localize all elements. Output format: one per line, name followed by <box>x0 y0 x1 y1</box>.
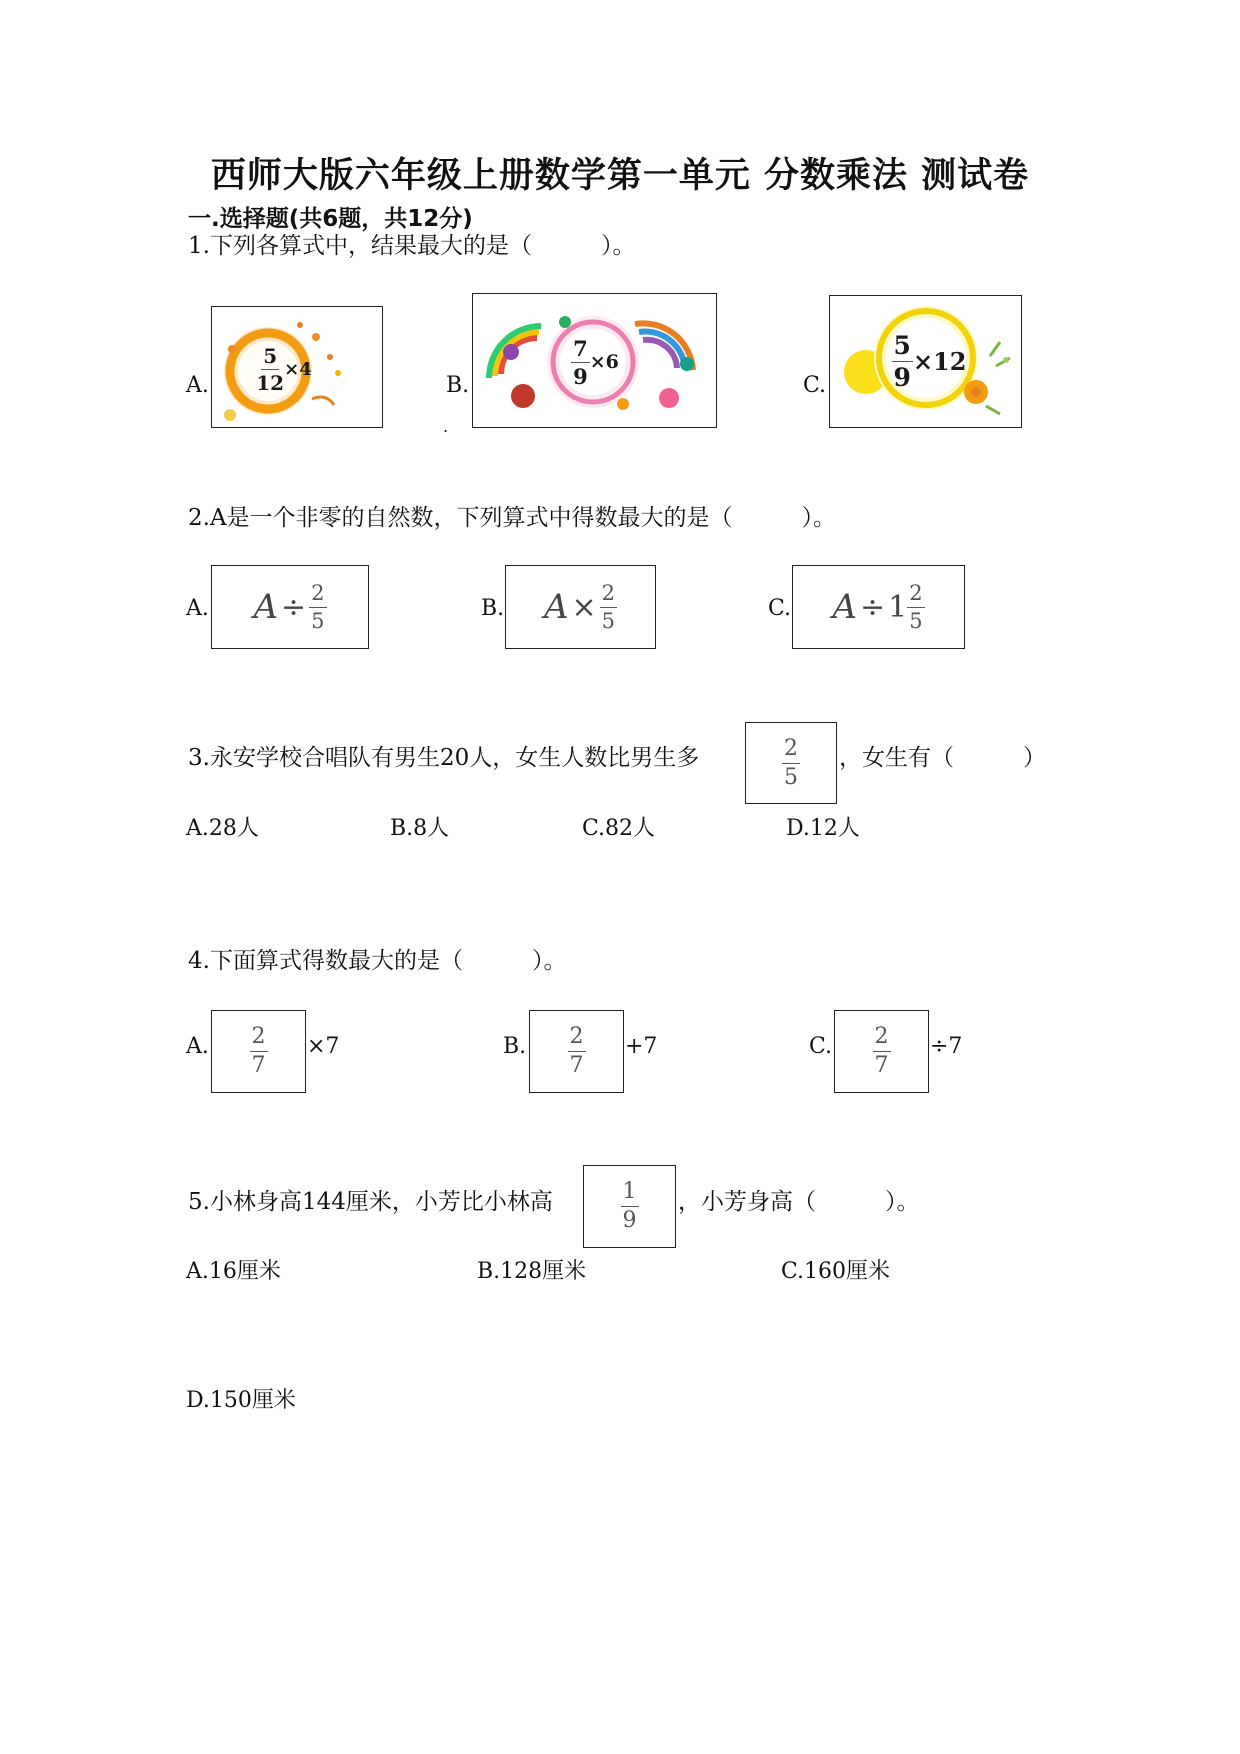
operator: ÷ <box>281 589 307 625</box>
q1-option-a-image[interactable] <box>211 306 383 428</box>
fraction <box>568 1026 586 1077</box>
q1-option-c-label: C. <box>803 373 827 398</box>
variable: A <box>543 587 569 627</box>
denominator: 7 <box>569 1053 584 1078</box>
multiplier: ×12 <box>912 346 967 376</box>
numerator: 2 <box>600 583 617 608</box>
q5-option-c[interactable]: C.160厘米 <box>781 1259 891 1284</box>
q2-option-b-label: B. <box>481 596 505 621</box>
q3-fraction-box <box>745 722 837 804</box>
denominator: 7 <box>251 1053 266 1078</box>
numerator: 2 <box>568 1026 586 1052</box>
q3-option-c[interactable]: C.82人 <box>582 816 656 841</box>
numerator: 2 <box>873 1026 891 1052</box>
numerator: 5 <box>893 330 911 360</box>
denominator: 5 <box>311 608 325 633</box>
denominator: 5 <box>601 608 616 633</box>
q4-option-c-tail: ÷7 <box>930 1034 963 1059</box>
q1-option-b-expression <box>555 330 635 394</box>
q1-option-c-image[interactable] <box>829 295 1022 428</box>
denominator: 12 <box>256 370 285 395</box>
operator: × <box>571 589 597 625</box>
numerator: 1 <box>621 1181 639 1207</box>
q1-option-b-label: B. <box>446 373 470 398</box>
q4-option-b-label: B. <box>503 1034 527 1059</box>
q3-option-a[interactable]: A.28人 <box>186 816 259 841</box>
stray-dot: . <box>443 417 449 436</box>
q4-option-a-tail: ×7 <box>307 1034 340 1059</box>
fraction <box>600 580 617 633</box>
denominator: 5 <box>784 764 798 790</box>
numerator: 2 <box>782 738 800 764</box>
fraction <box>250 1026 268 1077</box>
q5-option-b[interactable]: B.128厘米 <box>477 1259 587 1284</box>
multiplier: ×4 <box>284 358 312 380</box>
numerator: 7 <box>573 335 588 361</box>
numerator: 2 <box>309 583 326 608</box>
fraction <box>309 580 326 633</box>
q3-stem-after: ，女生有（ ） <box>839 745 1046 771</box>
q1-option-c-expression <box>884 318 974 404</box>
q4-stem: 4.下面算式得数最大的是（ ）。 <box>188 948 567 974</box>
q2-option-c-label: C. <box>768 596 792 621</box>
numerator: 5 <box>263 343 278 368</box>
q1-stem: 1.下列各算式中，结果最大的是（ ）。 <box>188 233 636 259</box>
numerator: 2 <box>250 1026 268 1052</box>
variable: A <box>832 587 857 627</box>
operator: ÷ <box>859 589 886 625</box>
q3-option-d[interactable]: D.12人 <box>786 816 860 841</box>
q2-stem: 2.A是一个非零的自然数，下列算式中得数最大的是（ ）。 <box>188 505 837 531</box>
numerator: 2 <box>907 583 924 608</box>
q4-option-a-box[interactable] <box>211 1010 306 1093</box>
fraction <box>873 1026 891 1077</box>
multiplier: ×6 <box>589 351 619 373</box>
q3-option-b[interactable]: B.8人 <box>390 816 450 841</box>
q4-option-c-box[interactable] <box>834 1010 929 1093</box>
q5-option-a[interactable]: A.16厘米 <box>186 1259 281 1284</box>
denominator: 5 <box>909 608 923 633</box>
q5-stem-after: ，小芳身高（ ）。 <box>678 1189 920 1215</box>
fraction <box>782 735 800 790</box>
denominator: 9 <box>573 363 588 389</box>
denominator: 7 <box>874 1053 889 1078</box>
fraction <box>892 330 913 392</box>
section-heading: 一.选择题(共6题，共12分) <box>188 206 473 232</box>
whole-part: 1 <box>888 589 908 625</box>
page-title: 西师大版六年级上册数学第一单元 分数乘法 测试卷 <box>210 156 1030 196</box>
q2-option-a-label: A. <box>186 596 209 621</box>
fraction <box>907 580 924 633</box>
q2-option-a-box[interactable] <box>211 565 369 649</box>
q2-option-c-box[interactable] <box>792 565 965 649</box>
fraction <box>256 343 285 395</box>
q5-fraction-box <box>583 1165 676 1248</box>
q4-option-b-tail: +7 <box>625 1034 658 1059</box>
fraction <box>621 1181 639 1232</box>
q5-option-d[interactable]: D.150厘米 <box>186 1388 296 1413</box>
q5-stem-before: 5.小林身高144厘米，小芳比小林高 <box>188 1189 553 1215</box>
q1-option-a-expression <box>244 337 324 401</box>
q3-stem-before: 3.永安学校合唱队有男生20人，女生人数比男生多 <box>188 745 700 771</box>
q4-option-b-box[interactable] <box>529 1010 624 1093</box>
fraction <box>571 335 590 389</box>
q1-option-a-label: A. <box>186 373 209 398</box>
denominator: 9 <box>622 1208 637 1233</box>
q2-option-b-box[interactable] <box>505 565 656 649</box>
variable: A <box>253 587 279 627</box>
denominator: 9 <box>893 362 911 392</box>
q4-option-c-label: C. <box>809 1034 833 1059</box>
q1-option-b-image[interactable] <box>472 293 717 428</box>
q4-option-a-label: A. <box>186 1034 209 1059</box>
